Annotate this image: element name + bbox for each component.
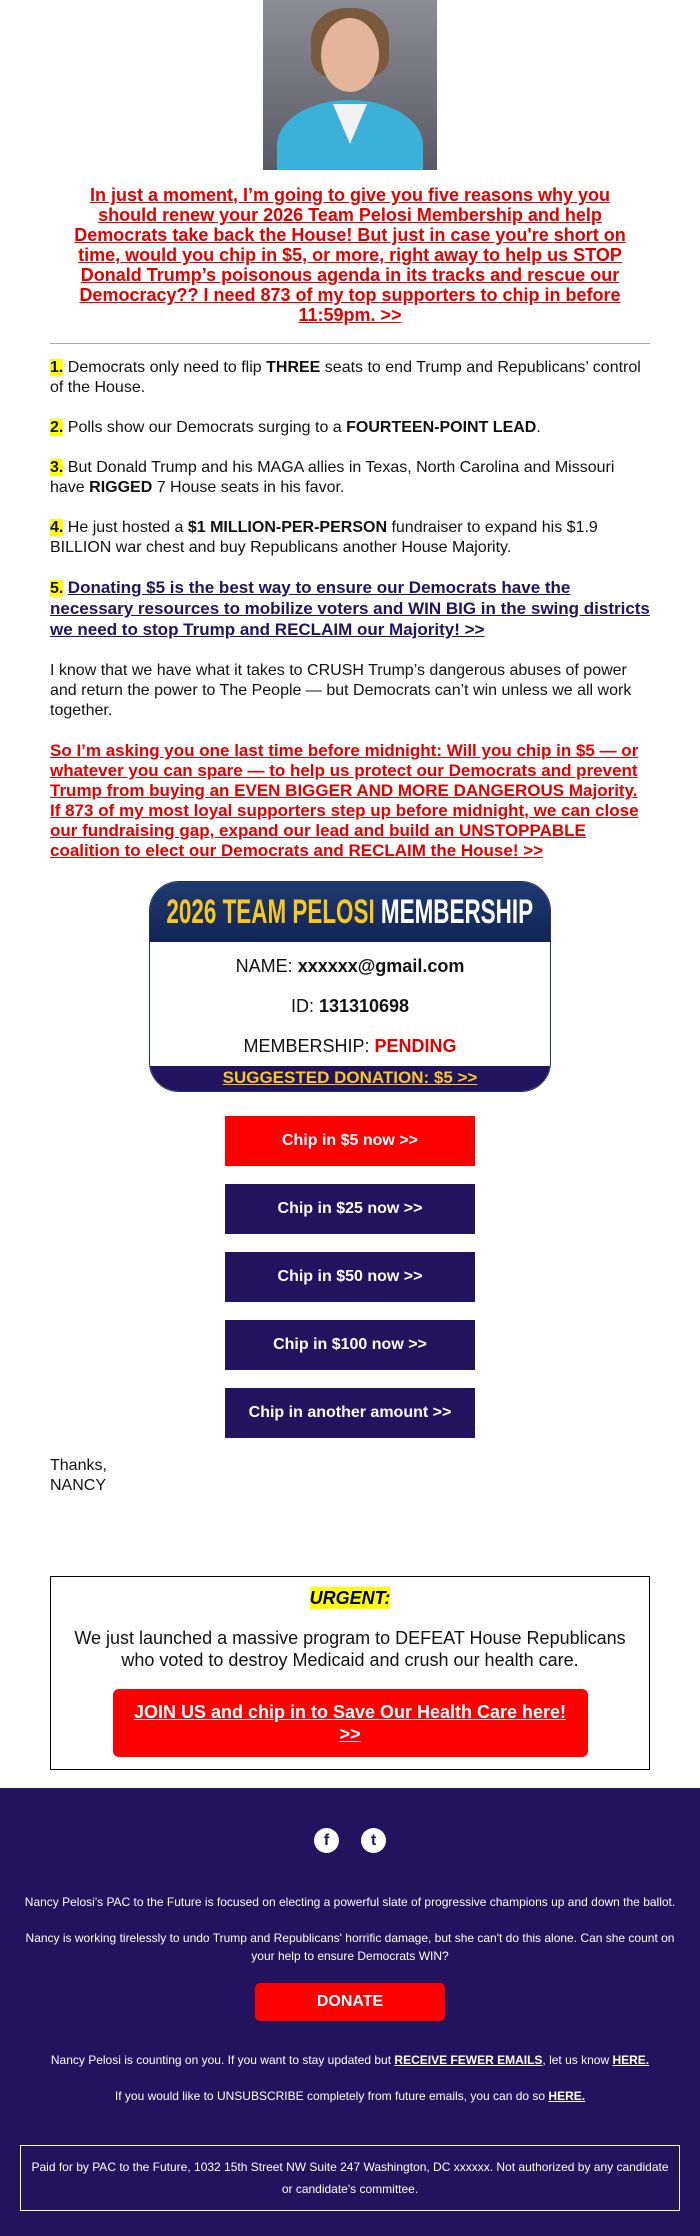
headline-link[interactable]: In just a moment, I’m going to give you five reasons why you should renew your 2026 Team Pelosi Membership and help Democrats take back the House! But just in case you're short on time, would you chip in $5, or more, right away to help us STOP Donald Trump’s poisonous agenda in its tracks and rescue our Democracy?? I need 873 of my top supporters to chip in before 11:59pm. >>: [74, 185, 626, 325]
status-badge: PENDING: [374, 1036, 457, 1056]
text: If you would like to UNSUBSCRIBE completely from future emails, you can do so: [114, 2089, 549, 2103]
urgent-box: [50, 1576, 650, 1770]
text: .: [536, 419, 541, 436]
urgent-text: We just launched a massive program to DEFEAT House Republicans who voted to destroy Medicaid and crush our health care.: [74, 1628, 626, 1670]
emphasis: FOURTEEN-POINT LEAD: [346, 419, 537, 436]
membership-card[interactable]: [149, 881, 551, 1092]
footer-text-1: Nancy Pelosi's PAC to the Future is focused on electing a powerful slate of progressive champions up and down the ballot.: [24, 1895, 676, 1909]
emphasis: THREE: [266, 359, 321, 376]
card-name: [150, 942, 550, 986]
footer-text-2: Nancy is working tirelessly to undo Trump and Republicans' horrific damage, but she can't do this alone. Can she count on your help to ensure Democrats WIN?: [25, 1931, 675, 1963]
card-id: [150, 986, 550, 1026]
reason-4: [50, 518, 650, 558]
fewer-emails-here-link[interactable]: HERE.: [612, 2053, 650, 2067]
join-us-button[interactable]: JOIN US and chip in to Save Our Health Care here! >>: [113, 1689, 588, 1757]
value: xxxxxx@gmail.com: [297, 956, 465, 976]
chip-5-button[interactable]: Chip in $5 now >>: [225, 1116, 475, 1166]
fewer-emails-link[interactable]: RECEIVE FEWER EMAILS: [394, 2053, 543, 2067]
chip-25-button[interactable]: Chip in $25 now >>: [225, 1184, 475, 1234]
reason-3: [50, 458, 650, 498]
body-text: I know that we have what it takes to CRUSH Trump’s dangerous abuses of power and return the power to The People — but Democrats can’t win unless we all work together.: [50, 662, 632, 719]
card-title: [150, 882, 550, 942]
thanks: Thanks,: [50, 1457, 107, 1474]
footer: [0, 1788, 700, 2236]
disclaimer: Paid for by PAC to the Future, 1032 15th Street NW Suite 247 Washington, DC xxxxxx. Not authorized by any candidate or candidate's committee.: [20, 2145, 680, 2211]
text: But Donald Trump and his MAGA allies in Texas, North Carolina and Missouri have: [50, 459, 615, 496]
chip-other-button[interactable]: Chip in another amount >>: [225, 1388, 475, 1438]
reason-number: 5.: [50, 580, 64, 597]
text: fundraiser to expand his $1.9 BILLION war chest and buy Republicans another House Majority.: [50, 519, 598, 556]
footer-fewer-emails: [20, 2051, 680, 2069]
reason-number: 1.: [50, 359, 64, 376]
label: NAME:: [235, 956, 298, 976]
label: MEMBERSHIP:: [243, 1036, 375, 1056]
text: Democrats only need to flip: [63, 359, 267, 376]
footer-unsubscribe: [20, 2087, 680, 2105]
value: 131310698: [318, 996, 410, 1016]
reason-number: 3.: [50, 459, 64, 476]
text: 7 House seats in his favor.: [152, 479, 345, 496]
signoff: [50, 1456, 650, 1496]
chip-100-button[interactable]: Chip in $100 now >>: [225, 1320, 475, 1370]
donate-5-link[interactable]: Donating $5 is the best way to ensure our Democrats have the necessary resources to mobilize voters and WIN BIG in the swing districts we need to stop Trump and RECLAIM our Majority! >>: [50, 578, 650, 639]
divider: [50, 343, 650, 344]
urgent-title: URGENT:: [309, 1588, 391, 1608]
social-links: [20, 1828, 680, 1853]
reason-number: 2.: [50, 419, 64, 436]
signature: NANCY: [50, 1477, 107, 1494]
ask-link[interactable]: So I’m asking you one last time before midnight: Will you chip in $5 — or whatever you can spare — to help us protect our Democrats and prevent Trump from buying an EVEN BIGGER AND MORE DANGEROUS Majority. If 873 of my most loyal supporters step up before midnight, we can close our fundraising gap, expand our lead and build an UNSTOPPABLE coalition to elect our Democrats and RECLAIM the House! >>: [50, 741, 639, 860]
text: seats to end Trump and Republicans’ control of the House.: [50, 359, 641, 396]
unsubscribe-link[interactable]: HERE.: [548, 2089, 586, 2103]
label: ID:: [290, 996, 319, 1016]
text: Polls show our Democrats surging to a: [63, 419, 347, 436]
reason-number: 4.: [50, 519, 64, 536]
donate-button[interactable]: DONATE: [255, 1983, 445, 2021]
reason-1: [50, 358, 650, 398]
text: Nancy Pelosi is counting on you. If you want to stay updated but: [50, 2053, 395, 2067]
card-title-text: [167, 892, 534, 932]
emphasis: RIGGED: [89, 479, 153, 496]
emphasis: $1 MILLION-PER-PERSON: [187, 519, 387, 536]
chip-50-button[interactable]: Chip in $50 now >>: [225, 1252, 475, 1302]
facebook-icon[interactable]: f: [314, 1828, 339, 1853]
reason-5: [50, 578, 650, 641]
reason-2: [50, 418, 650, 438]
card-title-main: 2026 TEAM PELOSI: [166, 893, 375, 931]
twitter-icon[interactable]: t: [361, 1828, 386, 1853]
text: , let us know: [542, 2053, 613, 2067]
card-status: [150, 1026, 550, 1066]
text: He just hosted a: [63, 519, 188, 536]
nancy-pelosi-photo: [263, 0, 437, 170]
card-title-membership: MEMBERSHIP: [381, 893, 534, 931]
suggested-donation-link[interactable]: SUGGESTED DONATION: $5 >>: [150, 1066, 550, 1091]
